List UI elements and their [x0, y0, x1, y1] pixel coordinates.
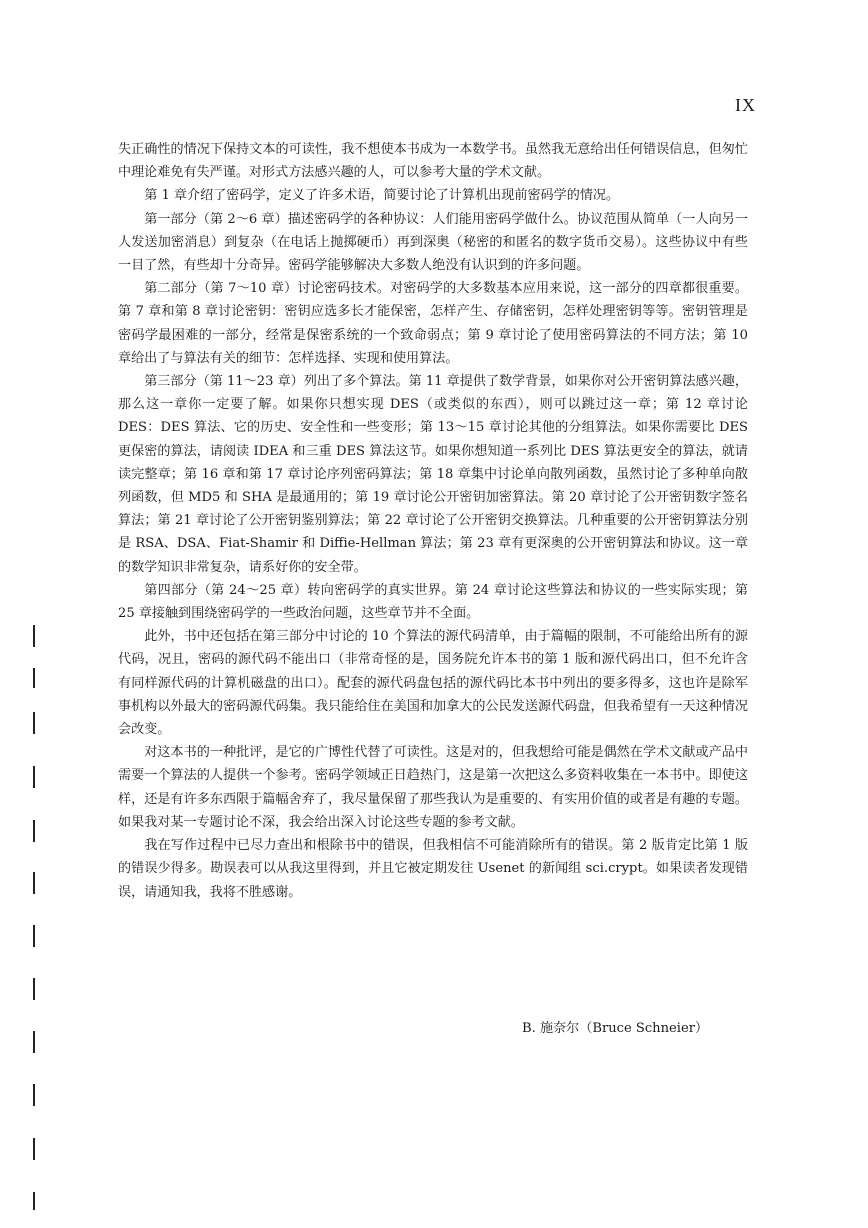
- body-text: [118, 138, 748, 904]
- paragraph: 第 1 章介绍了密码学，定义了许多术语，简要讨论了计算机出现前密码学的情况。: [144, 188, 620, 204]
- paragraph: 第二部分（第 7～10 章）讨论密码技术。对密码学的大多数基本应用来说，这一部分的四章都很重要。第 7 章和第 8 章讨论密钥：密钥应选多长才能保密，怎样产生、存储密钥，怎样处理密钥等等。密钥管理是密码学最困难的一部分，经常是保密系统的一个致命弱点；第 9 章讨论了使用密码算法的不同方法；第 10 章给出了与算法有关的细节：怎样选择、实现和使用算法。: [118, 281, 748, 366]
- paragraph: 失正确性的情况下保持文本的可读性，我不想使本书成为一本数学书。虽然我无意给出任何错误信息，但匆忙中理论难免有失严谨。对形式方法感兴趣的人，可以参考大量的学术文献。: [118, 142, 748, 181]
- author-signature: B. 施奈尔（Bruce Schneier）: [522, 1021, 709, 1036]
- binding-mark: [33, 668, 35, 688]
- page-number: IX: [735, 95, 756, 115]
- paragraph: 第一部分（第 2～6 章）描述密码学的各种协议：人们能用密码学做什么。协议范围从简单（一人向另一人发送加密消息）到复杂（在电话上抛掷硬币）再到深奥（秘密的和匿名的数字货币交易）。这些协议中有些一目了然，有些却十分奇异。密码学能够解决大多数人绝没有认识到的许多问题。: [118, 211, 748, 274]
- binding-mark: [33, 978, 35, 1000]
- paragraph: 第三部分（第 11～23 章）列出了多个算法。第 11 章提供了数学背景，如果你对公开密钥算法感兴趣，那么这一章你一定要了解。如果你只想实现 DES（或类似的东西），则可以跳过这一章；第 12 章讨论 DES：DES 算法、它的历史、安全性和一些变形；第 13～15 章讨论其他的分组算法。如果你需要比 DES 更保密的算法，请阅读 IDEA 和三重 DES 算法这节。如果你想知道一系列比 DES 算法更安全的算法，就请读完整章；第 16 章和第 17 章讨论序列密码算法；第 18 章集中讨论单向散列函数，虽然讨论了多种单向散列函数，但 MD5 和 SHA 是最通用的；第 19 章讨论公开密钥加密算法。第 20 章讨论了公开密钥数字签名算法；第 21 章讨论了公开密钥鉴别算法；第 22 章讨论了公开密钥交换算法。几种重要的公开密钥算法分别是 RSA、DSA、Fiat-Shamir 和 Diffie-Hellman 算法；第 23 章有更深奥的公开密钥算法和协议。这一章的数学知识非常复杂，请系好你的安全带。: [118, 374, 748, 575]
- binding-mark: [33, 712, 35, 734]
- binding-mark: [33, 766, 35, 788]
- binding-mark: [33, 1031, 35, 1053]
- binding-mark: [33, 625, 35, 647]
- paragraph: 第四部分（第 24～25 章）转向密码学的真实世界。第 24 章讨论这些算法和协议的一些实际实现；第 25 章接触到围绕密码学的一些政治问题，这些章节并不全面。: [118, 582, 748, 622]
- paragraph: 我在写作过程中已尽力查出和根除书中的错误，但我相信不可能消除所有的错误。第 2 版肯定比第 1 版的错误少得多。勘误表可以从我这里得到，并且它被定期发往 Usenet 的新闻组 sci.crypt。如果读者发现错误，请通知我，我将不胜感谢。: [118, 838, 748, 900]
- binding-mark: [33, 820, 35, 842]
- binding-mark: [33, 1138, 35, 1160]
- paragraph: 对这本书的一种批评，是它的广博性代替了可读性。这是对的，但我想给可能是偶然在学术文献或产品中需要一个算法的人提供一个参考。密码学领域正日趋热门，这是第一次把这么多资料收集在一本书中。即使这样，还是有许多东西限于篇幅舍弃了，我尽量保留了那些我认为是重要的、有实用价值的或者是有趣的专题。如果我对某一专题讨论不深，我会给出深入讨论这些专题的参考文献。: [118, 745, 748, 830]
- binding-mark: [33, 872, 35, 894]
- binding-mark: [33, 1192, 35, 1210]
- binding-mark: [33, 1084, 35, 1106]
- binding-mark: [33, 925, 35, 947]
- paragraph: 此外，书中还包括在第三部分中讨论的 10 个算法的源代码清单，由于篇幅的限制，不可能给出所有的源代码，况且，密码的源代码不能出口（非常奇怪的是，国务院允许本书的第 1 版和源代码出口，但不允许含有同样源代码的计算机磁盘的出口）。配套的源代码盘包括的源代码比本书中列出的要多得多，这也许是除军事机构以外最大的密码源代码集。我只能给住在美国和加拿大的公民发送源代码盘，但我希望有一天这种情况会改变。: [118, 629, 748, 738]
